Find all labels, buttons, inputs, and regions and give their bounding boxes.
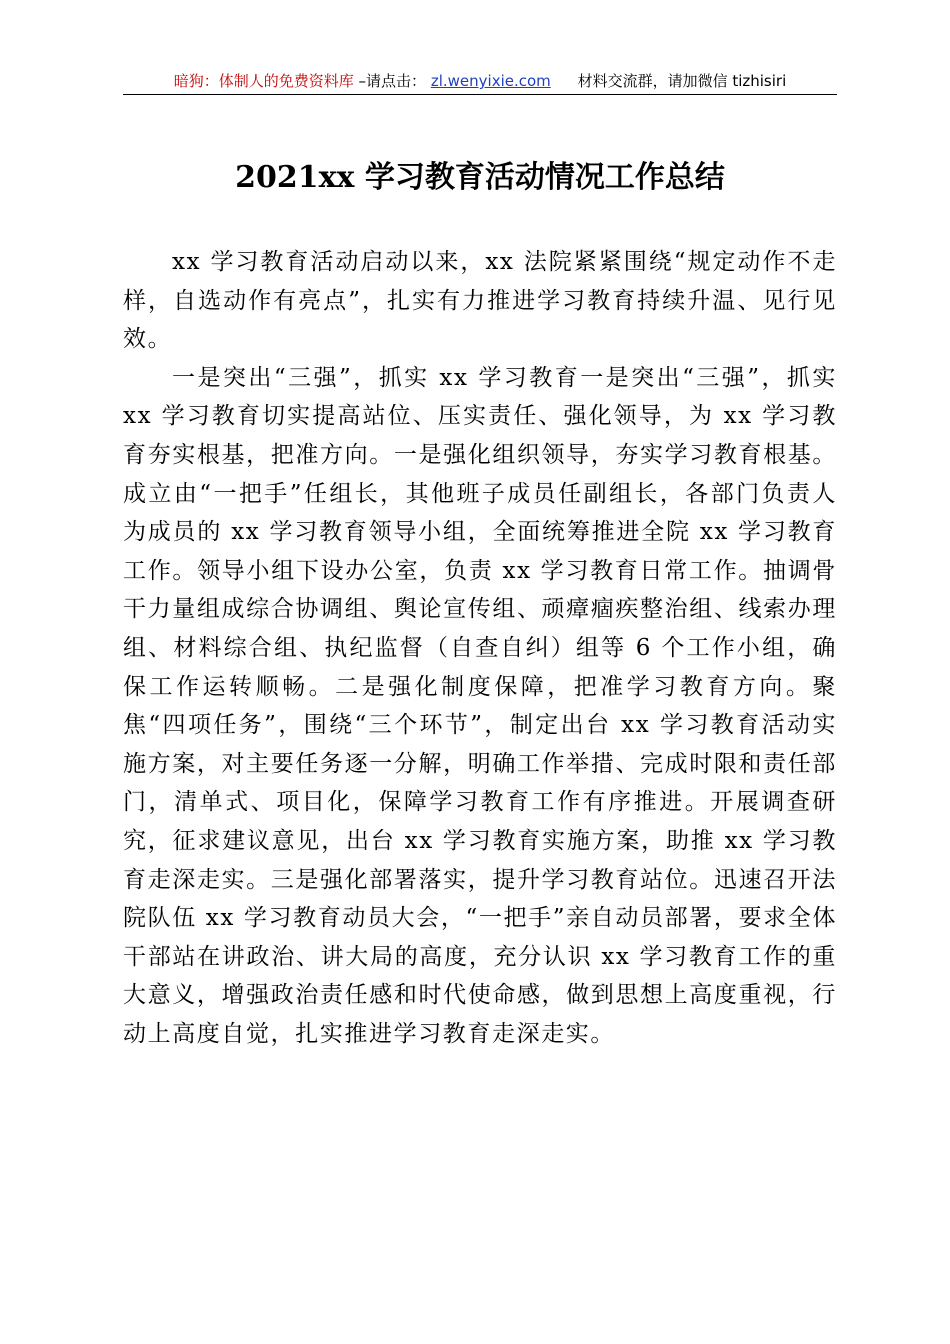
- paragraph-intro: xx 学习教育活动启动以来，xx 法院紧紧围绕“规定动作不走样，自选动作有亮点”，扎实有力推进学习教育持续升温、见行见效。: [123, 249, 837, 353]
- header-prompt: –请点击：: [358, 72, 427, 90]
- page-header: [123, 70, 837, 95]
- header-link[interactable]: zl.wenyixie.com: [430, 72, 551, 90]
- header-brand: 暗狗：体制人的免费资料库: [173, 72, 354, 90]
- paragraph-main: 一是突出“三强”，抓实 xx 学习教育一是突出“三强”，抓实 xx 学习教育切实提高站位、压实责任、强化领导，为 xx 学习教育夯实根基，把准方向。一是强化组织领导，夯实学习教育根基。成立由“一把手”任组长，其他班子成员任副组长，各部门负责人为成员的 xx 学习教育领导小组，全面统筹推进全院 xx 学习教育工作。领导小组下设办公室，负责 xx 学习教育日常工作。抽调骨干力量组成综合协调组、舆论宣传组、顽瘴痼疾整治组、线索办理组、材料综合组、执纪监督（自查自纠）组等 6 个工作小组，确保工作运转顺畅。二是强化制度保障，把准学习教育方向。聚焦“四项任务”，围绕“三个环节”，制定出台 xx 学习教育活动实施方案，对主要任务逐一分解，明确工作举措、完成时限和责任部门，清单式、项目化，保障学习教育工作有序推进。开展调查研究，征求建议意见，出台 xx 学习教育实施方案，助推 xx 学习教育走深走实。三是强化部署落实，提升学习教育站位。迅速召开法院队伍 xx 学习教育动员大会，“一把手”亲自动员部署，要求全体干部站在讲政治、讲大局的高度，充分认识 xx 学习教育工作的重大意义，增强政治责任感和时代使命感，做到思想上高度重视，行动上高度自觉，扎实推进学习教育走深走实。: [123, 364, 837, 1047]
- document-body: [123, 243, 837, 1053]
- document-title: 2021xx 学习教育活动情况工作总结: [235, 160, 725, 195]
- header-group-note: 材料交流群，请加微信 tizhisiri: [577, 72, 787, 90]
